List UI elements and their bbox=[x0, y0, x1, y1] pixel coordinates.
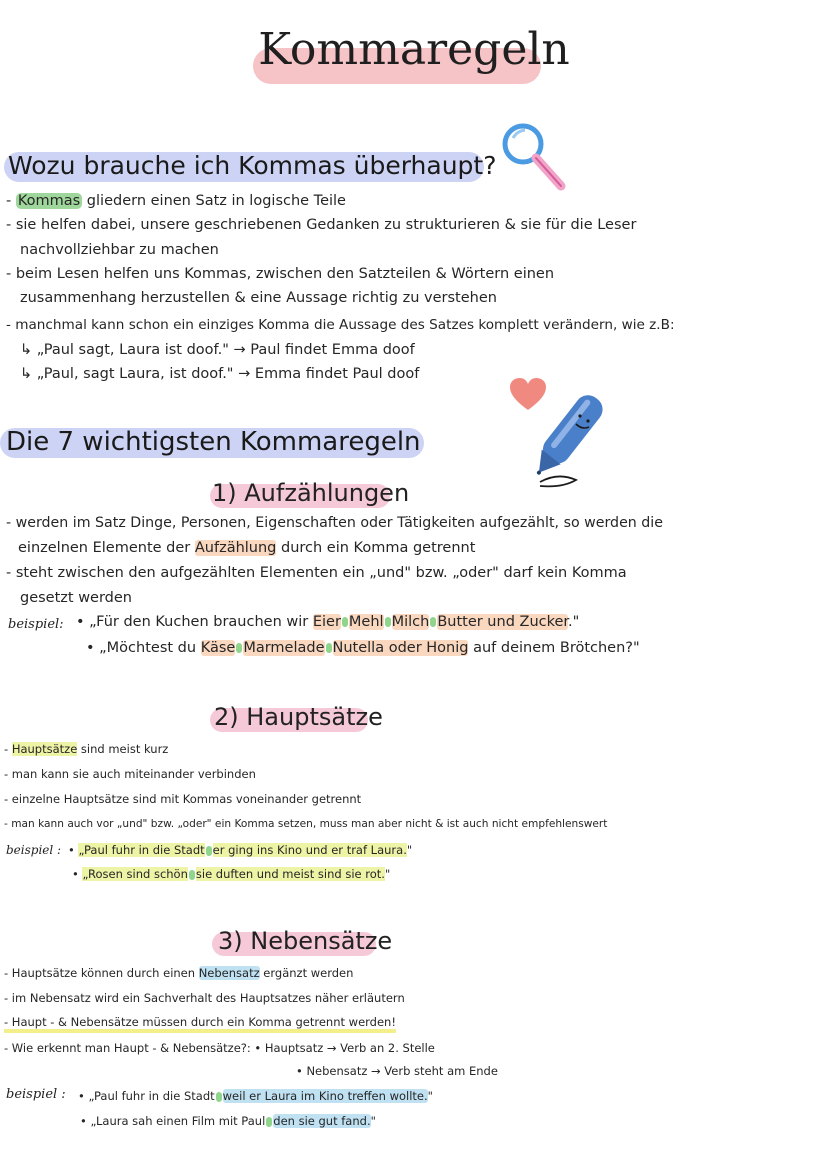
rule2-e1-main: „Paul fuhr in die Stadt bbox=[78, 843, 205, 857]
rule2-line-4: - man kann auch vor „und" bzw. „oder" ein Komma setzen, muss man aber nicht & ist auch nicht empfehlenswert bbox=[4, 818, 608, 830]
rule3-line-1a: - Hauptsätze können durch einen bbox=[4, 966, 199, 980]
comma-marker bbox=[385, 617, 391, 627]
magnifier-icon bbox=[495, 118, 575, 198]
rule3-beispiel-label: beispiel : bbox=[6, 1087, 66, 1102]
sec1-example-2: ↳ „Paul, sagt Laura, ist doof." → Emma findet Paul doof bbox=[20, 366, 420, 382]
rule2-e2-second: sie duften und meist sind sie rot. bbox=[195, 867, 385, 881]
rule2-line-1-text: sind meist kurz bbox=[77, 742, 169, 756]
rule1-example-1 bbox=[76, 614, 579, 630]
rule1-line-2a: einzelnen Elemente der bbox=[18, 540, 195, 556]
rule2-e2-end: " bbox=[384, 867, 391, 881]
comma-marker bbox=[206, 846, 212, 856]
rule3-e1-main: • „Paul fuhr in die Stadt bbox=[78, 1089, 215, 1103]
rule3-e2-sub: den sie gut fand. bbox=[273, 1114, 371, 1128]
rule1-example-2 bbox=[86, 640, 640, 656]
rule1-e1-end: ." bbox=[568, 614, 580, 630]
highlight-kommas: Kommas bbox=[17, 193, 81, 209]
highlight-aufzaehlung: Aufzählung bbox=[194, 540, 277, 556]
rule2-beispiel-label: beispiel : bbox=[6, 843, 62, 857]
rule3-e2-main: • „Laura sah einen Film mit Paul bbox=[80, 1114, 266, 1128]
rule1-e1-start: • „Für den Kuchen brauchen wir bbox=[76, 614, 313, 630]
rule1-e2-end: auf deinem Brötchen?" bbox=[468, 640, 640, 656]
comma-marker bbox=[216, 1092, 222, 1102]
rule3-e1-end: " bbox=[427, 1089, 433, 1103]
sec1-line-1-text: gliedern einen Satz in logische Teile bbox=[82, 193, 346, 209]
rule1-e1-item-1: Eier bbox=[312, 614, 341, 630]
comma-marker bbox=[266, 1117, 272, 1127]
rule1-e2-start: • „Möchtest du bbox=[86, 640, 201, 656]
rule3-example-2 bbox=[80, 1114, 376, 1128]
highlight-nebensatz: Nebensatz bbox=[198, 966, 260, 980]
rule1-beispiel-label: beispiel: bbox=[8, 617, 64, 632]
rule3-example-1 bbox=[78, 1089, 433, 1103]
rule1-line-2 bbox=[18, 540, 475, 556]
rule1-e2-item-1: Käse bbox=[200, 640, 236, 656]
sec1-line-2b: nachvollziehbar zu machen bbox=[20, 242, 219, 258]
rule2-title: 2) Hauptsätze bbox=[214, 703, 383, 731]
sec1-example-1: ↳ „Paul sagt, Laura ist doof." → Paul findet Emma doof bbox=[20, 342, 415, 358]
comma-marker bbox=[326, 643, 332, 653]
rule2-example-2: • „Rosen sind schön sie duften und meist sind sie rot." bbox=[72, 867, 391, 881]
comma-marker bbox=[342, 617, 348, 627]
rule2-e2-main: „Rosen sind schön bbox=[82, 867, 188, 881]
rule3-line-5: • Nebensatz → Verb steht am Ende bbox=[296, 1064, 498, 1078]
sec1-line-3b: zusammenhang herzustellen & eine Aussage richtig zu verstehen bbox=[20, 290, 497, 306]
rule1-e1-item-2: Mehl bbox=[348, 614, 384, 630]
rule2-line-3: - einzelne Hauptsätze sind mit Kommas voneinander getrennt bbox=[4, 792, 362, 806]
sec1-line-1: - Kommas gliedern einen Satz in logische Teile bbox=[6, 193, 346, 209]
rule3-line-2: - im Nebensatz wird ein Sachverhalt des Hauptsatzes näher erläutern bbox=[4, 991, 405, 1005]
rule2-line-2: - man kann sie auch miteinander verbinden bbox=[4, 767, 256, 781]
rule3-line-1 bbox=[4, 966, 353, 980]
rule1-title: 1) Aufzählungen bbox=[212, 479, 410, 507]
rule2-e1-end: " bbox=[406, 843, 413, 857]
sec1-line-3a: - beim Lesen helfen uns Kommas, zwischen den Satzteilen & Wörtern einen bbox=[6, 266, 555, 282]
rule3-title: 3) Nebensätze bbox=[218, 927, 393, 955]
rule3-e1-sub: weil er Laura im Kino treffen wollte. bbox=[222, 1089, 428, 1103]
pen-icon bbox=[518, 386, 613, 496]
rule1-e2-item-2: Marmelade bbox=[243, 640, 325, 656]
rule3-line-4: - Wie erkennt man Haupt - & Nebensätze?: • Hauptsatz → Verb an 2. Stelle bbox=[4, 1041, 435, 1055]
section-heading-rules: Die 7 wichtigsten Kommaregeln bbox=[6, 427, 421, 457]
rule1-e2-item-3: Nutella oder Honig bbox=[332, 640, 469, 656]
sec1-line-2a: - sie helfen dabei, unsere geschriebenen Gedanken zu strukturieren & sie für die Leser bbox=[6, 217, 637, 233]
rule1-e1-item-4: Butter und Zucker bbox=[437, 614, 569, 630]
comma-marker bbox=[189, 870, 195, 880]
comma-marker bbox=[236, 643, 242, 653]
rule3-line-1b: ergänzt werden bbox=[259, 966, 354, 980]
rule2-line-1: - Hauptsätze sind meist kurz bbox=[4, 742, 169, 756]
rule1-line-3: - steht zwischen den aufgezählten Elementen ein „und" bzw. „oder" darf kein Komma bbox=[6, 565, 627, 581]
rule1-line-2b: durch ein Komma getrennt bbox=[276, 540, 476, 556]
rule3-line-3: - Haupt - & Nebensätze müssen durch ein Komma getrennt werden! bbox=[4, 1015, 396, 1033]
comma-marker bbox=[430, 617, 436, 627]
rule2-e1-second: er ging ins Kino und er traf Laura. bbox=[212, 843, 407, 857]
rule1-line-4: gesetzt werden bbox=[20, 590, 132, 606]
page-title: Kommaregeln bbox=[258, 24, 570, 75]
rule2-example-1: • „Paul fuhr in die Stadt er ging ins Kino und er traf Laura." bbox=[68, 843, 413, 857]
rule1-e1-item-3: Milch bbox=[391, 614, 430, 630]
rule3-e2-end: " bbox=[370, 1114, 376, 1128]
highlight-hauptsaetze: Hauptsätze bbox=[11, 742, 78, 756]
section-heading-why-commas: Wozu brauche ich Kommas überhaupt? bbox=[8, 151, 497, 180]
rule1-line-1: - werden im Satz Dinge, Personen, Eigenschaften oder Tätigkeiten aufgezählt, so werden die bbox=[6, 515, 663, 531]
sec1-line-4: - manchmal kann schon ein einziges Komma die Aussage des Satzes komplett verändern, wie z.B: bbox=[6, 317, 675, 333]
